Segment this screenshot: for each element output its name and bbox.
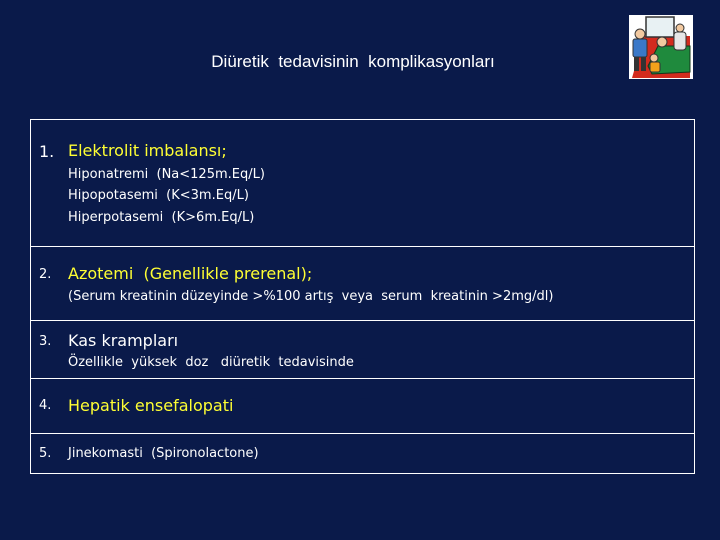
list-item	[31, 247, 694, 321]
item-number: 4.	[39, 398, 52, 413]
item-number: 1.	[39, 142, 55, 161]
item-number: 5.	[39, 446, 52, 461]
item-heading: Hepatik ensefalopati	[68, 396, 234, 415]
item-detail: Hipopotasemi (K<3m.Eq/L)	[68, 188, 249, 203]
item-detail: Hiperpotasemi (K>6m.Eq/L)	[68, 210, 255, 225]
item-number: 2.	[39, 267, 52, 282]
item-number: 3.	[39, 334, 52, 349]
doctor-patient-bed-icon	[628, 14, 694, 80]
item-heading: Jinekomasti (Spironolactone)	[68, 446, 259, 461]
item-heading: Kas krampları	[68, 331, 179, 350]
item-detail: Hiponatremi (Na<125m.Eq/L)	[68, 167, 265, 182]
list-item	[31, 120, 694, 247]
slide-title: Diüretik tedavisinin komplikasyonları	[211, 52, 495, 71]
item-detail: (Serum kreatinin düzeyinde >%100 artış veya serum kreatinin >2mg/dl)	[68, 289, 554, 304]
complications-list	[30, 119, 695, 474]
list-item	[31, 379, 694, 434]
item-heading: Elektrolit imbalansı;	[68, 141, 227, 160]
item-detail: Özellikle yüksek doz diüretik tedavisinde	[68, 355, 354, 370]
list-item	[31, 434, 694, 474]
list-item	[31, 321, 694, 379]
item-heading: Azotemi (Genellikle prerenal);	[68, 264, 313, 283]
